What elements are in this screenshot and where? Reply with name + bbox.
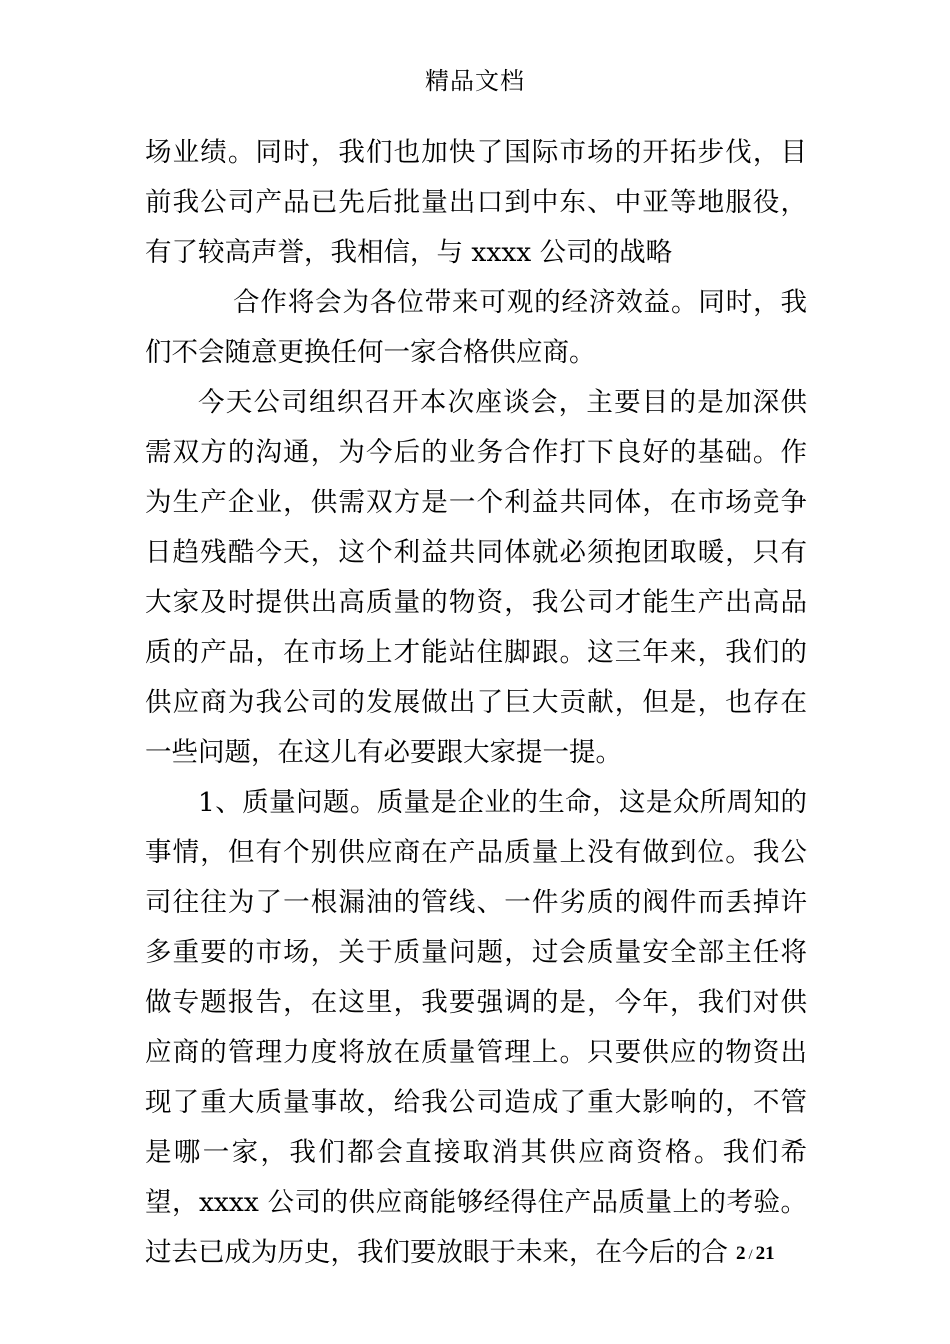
- document-body: [145, 128, 807, 1278]
- paragraph-cooperation: 合作将会为各位带来可观的经济效益。同时，我们不会随意更换任何一家合格供应商。: [145, 287, 807, 368]
- page-current: 2: [736, 1243, 746, 1264]
- page-header-title: 精品文档: [425, 67, 525, 95]
- page-separator: /: [748, 1247, 753, 1263]
- paragraph-quality-issue: 1、质量问题。质量是企业的生命，这是众所周知的事情，但有个别供应商在产品质量上没有做到位。我公司往往为了一根漏油的管线、一件劣质的阀件而丢掉许多重要的市场，关于质量问题，过会质量安全部主任将做专题报告，在这里，我要强调的是，今年，我们对供应商的管理力度将放在质量管理上。只要供应的物资出现了重大质量事故，给我公司造成了重大影响的，不管是哪一家，我们都会直接取消其供应商资格。我们希望，xxxx 公司的供应商能够经得住产品质量上的考验。过去已成为历史，我们要放眼于未来，在今后的合: [145, 787, 807, 1268]
- page-number: [736, 1241, 775, 1268]
- paragraph-meeting-purpose: 今天公司组织召开本次座谈会，主要目的是加深供需双方的沟通，为今后的业务合作打下良好的基础。作为生产企业，供需双方是一个利益共同体，在市场竞争日趋残酷今天，这个利益共同体就必须抱团取暖，只有大家及时提供出高质量的物资，我公司才能生产出高品质的产品，在市场上才能站住脚跟。这三年来，我们的供应商为我公司的发展做出了巨大贡献，但是，也存在一些问题，在这儿有必要跟大家提一提。: [145, 387, 807, 768]
- paragraph-continuation: 场业绩。同时，我们也加快了国际市场的开拓步伐，目前我公司产品已先后批量出口到中东、中亚等地服役，有了较高声誉，我相信，与 xxxx 公司的战略: [145, 137, 807, 268]
- page-total: 21: [755, 1243, 775, 1264]
